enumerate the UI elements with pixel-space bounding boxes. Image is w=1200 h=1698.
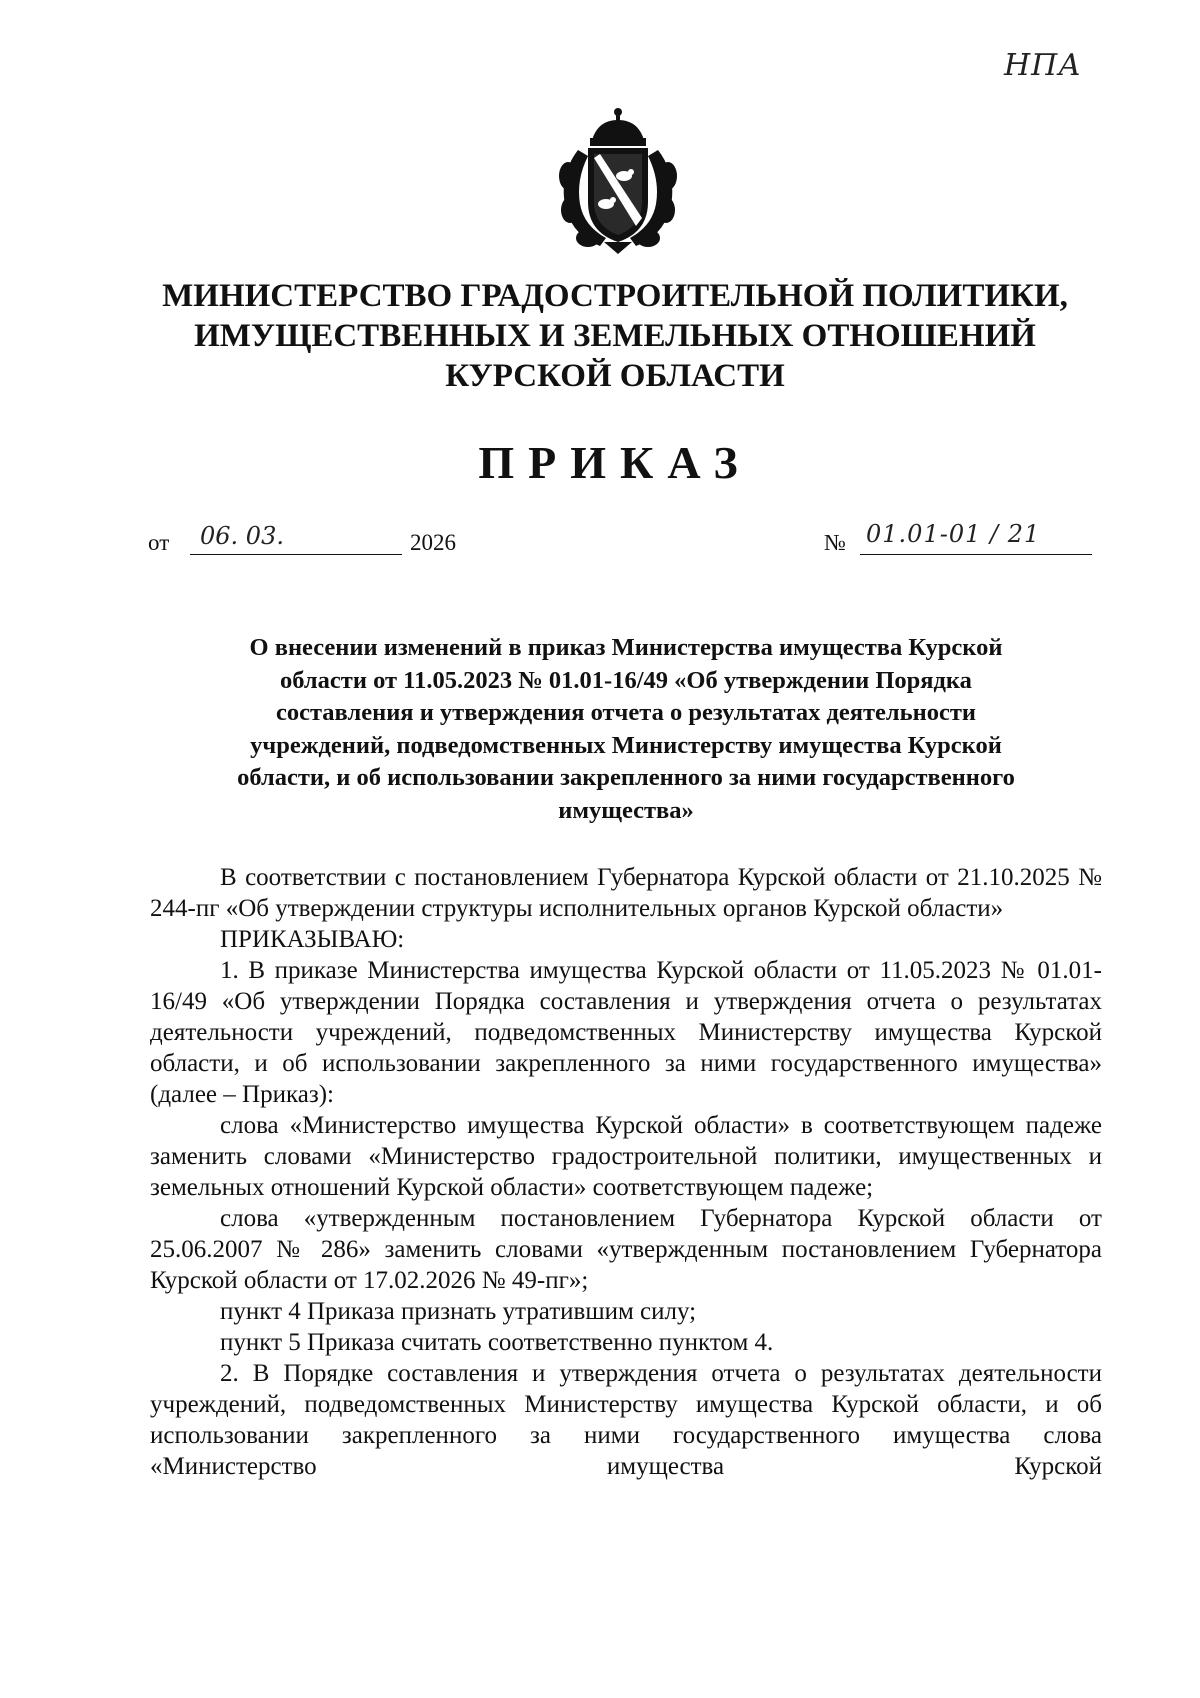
- clause-1-amendment-1: слова «Министерство имущества Курской области» в соответствующем падеже заменить словами «Министерство градостроительной политики, имущественных и земельных отношений Курской области» соответствующем падеже;: [150, 1112, 1102, 1201]
- clause-1-amendment-2: слова «утвержденным постановлением Губернатора Курской области от 25.06.2007 № 286» заменить словами «утвержденным постановлением Губернатора Курской области от 17.02.2026 № 49-пг»;: [150, 1205, 1102, 1294]
- document-title: ПРИКАЗ: [478, 437, 752, 488]
- order-keyword: ПРИКАЗЫВАЮ:: [220, 926, 405, 953]
- date-year: 2026: [410, 530, 456, 555]
- ministry-name-line-3: КУРСКОЙ ОБЛАСТИ: [445, 358, 785, 394]
- date-prefix: от: [148, 530, 170, 555]
- number-underline: [860, 554, 1092, 555]
- subject-line-2: области от 11.05.2023 № 01.01-16/49 «Об утверждении Порядка: [280, 666, 972, 694]
- order-subject: [150, 632, 1102, 827]
- handwritten-mark: НПА: [1003, 48, 1082, 83]
- subject-line-5: области, и об использовании закрепленного за ними государственного: [237, 764, 1015, 791]
- subject-line-6: имущества»: [558, 796, 694, 824]
- subject-line-1: О внесении изменений в приказ Министерства имущества Курской: [249, 634, 1003, 661]
- date-underline: [190, 554, 402, 555]
- date-handwritten: 06. 03.: [200, 522, 284, 550]
- coat-of-arms-emblem: [548, 106, 688, 256]
- subject-line-4: учреждений, подведомственных Министерству имущества Курской: [250, 731, 1002, 759]
- clause-2-paragraph: 2. В Порядке составления и утверждения отчета о результатах деятельности учреждений, подведомственных Министерству имущества Курской области, и об использовании закрепленного за ними государственного имущества слова «Министерство имущества Курской: [150, 1360, 1102, 1480]
- order-body: [150, 862, 1102, 1482]
- clause-1-amendment-3: пункт 4 Приказа признать утратившим силу;: [220, 1298, 697, 1325]
- clause-1-paragraph: 1. В приказе Министерства имущества Курской области от 11.05.2023 № 01.01-16/49 «Об утверждении Порядка составления и утверждения отчета о результатах деятельности учреждений, подведомственных Министерству имущества Курской области, и об использовании закрепленного за ними государственного имущества» (далее – Приказ):: [150, 957, 1102, 1108]
- ministry-header: [0, 276, 1200, 396]
- number-handwritten: 01.01-01 / 21: [866, 520, 1041, 548]
- date-number-row: [148, 518, 1098, 568]
- ministry-name-line-1: МИНИСТЕРСТВО ГРАДОСТРОИТЕЛЬНОЙ ПОЛИТИКИ,: [162, 278, 1068, 314]
- subject-line-3: составления и утверждения отчета о результатах деятельности: [275, 699, 977, 726]
- clause-1-amendment-4: пункт 5 Приказа считать соответственно пунктом 4.: [220, 1329, 774, 1356]
- number-sign: №: [824, 530, 846, 555]
- preamble-paragraph: В соответствии с постановлением Губернатора Курской области от 21.10.2025 № 244-пг «Об утверждении структуры исполнительных органов Курской области»: [150, 864, 1102, 922]
- ministry-name-line-2: ИМУЩЕСТВЕННЫХ И ЗЕМЕЛЬНЫХ ОТНОШЕНИЙ: [194, 318, 1036, 354]
